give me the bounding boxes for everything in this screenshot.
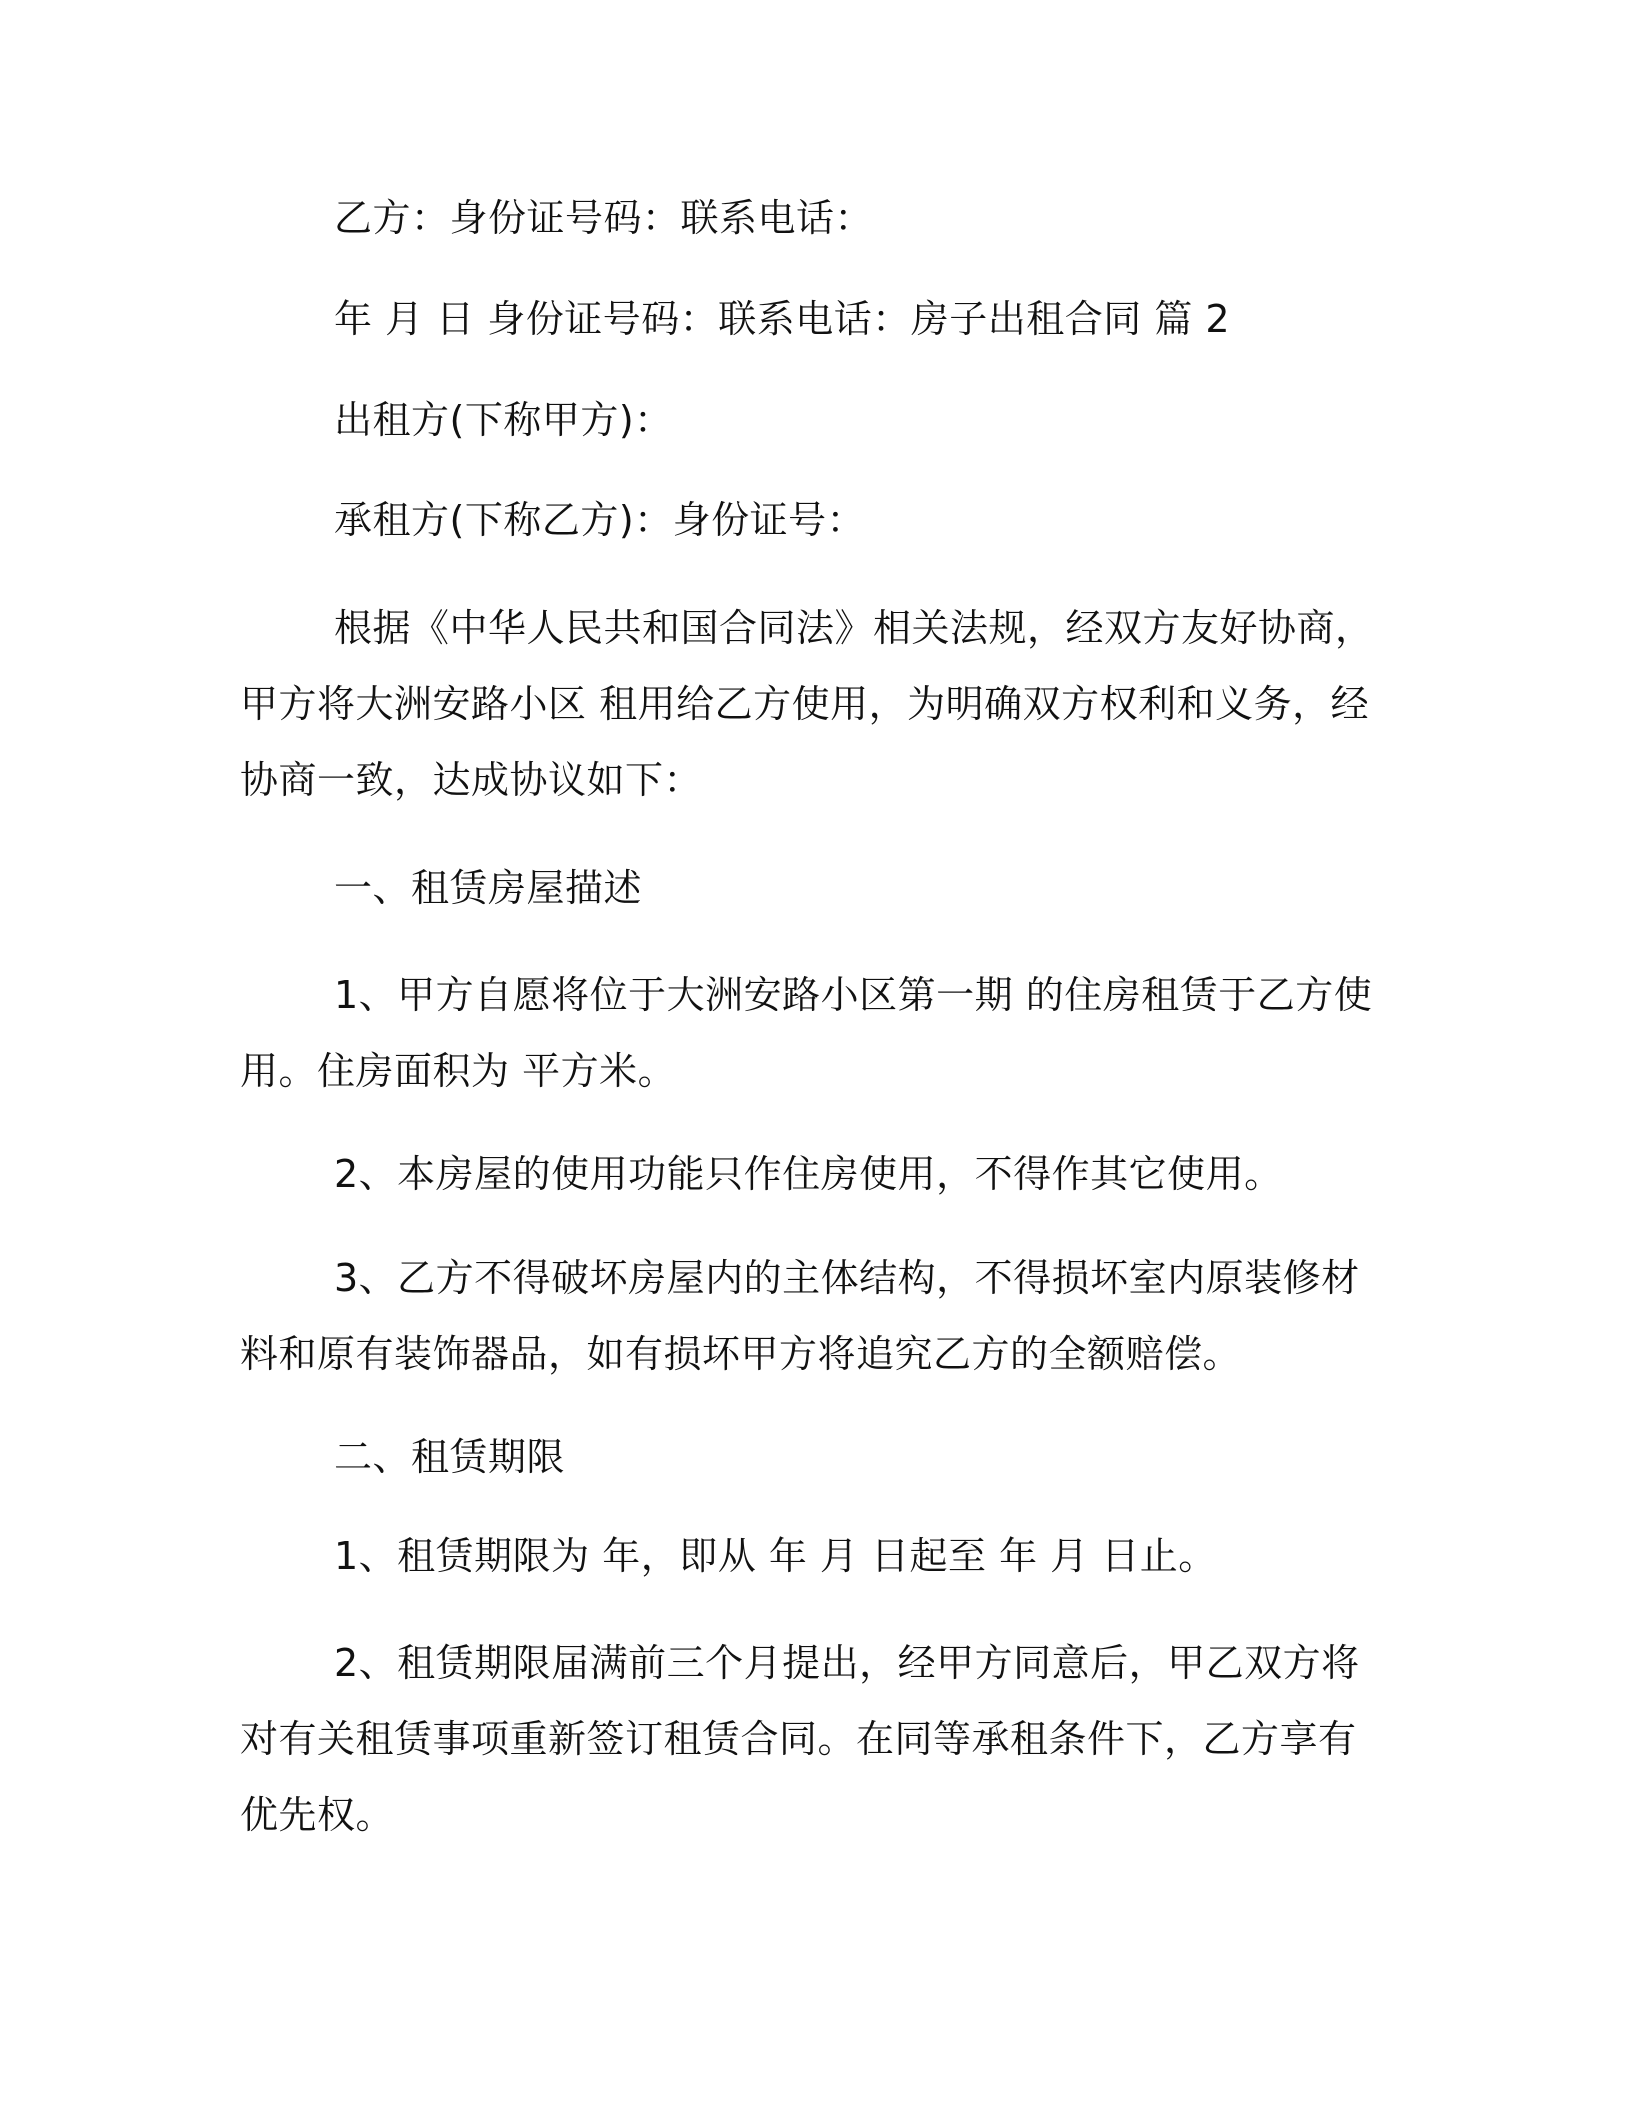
paragraph-date-id-phone-title: 年 月 日 身份证号码：联系电话：房子出租合同 篇 2 bbox=[334, 297, 1231, 341]
paragraph-lessee: 承租方(下称乙方)：身份证号： bbox=[334, 498, 866, 542]
paragraph-party-b-info: 乙方：身份证号码：联系电话： bbox=[334, 196, 874, 240]
clause-1-lease-period: 1、租赁期限为 年，即从 年 月 日起至 年 月 日止。 bbox=[334, 1534, 1217, 1578]
paragraph-agreement-basis: 根据《中华人民共和国合同法》相关法规，经双方友好协商，甲方将大洲安路小区 租用给乙方使用，为明确双方权利和义务，经协商一致，达成协议如下： bbox=[240, 606, 1374, 802]
clause-3-structure-damage: 3、乙方不得破坏房屋内的主体结构，不得损坏室内原装修材料和原有装饰器品，如有损坏甲方将追究乙方的全额赔偿。 bbox=[240, 1256, 1360, 1376]
clause-2-lease-renewal: 2、租赁期限届满前三个月提出，经甲方同意后，甲乙双方将对有关租赁事项重新签订租赁合同。在同等承租条件下，乙方享有优先权。 bbox=[240, 1641, 1360, 1837]
clause-2-house-use: 2、本房屋的使用功能只作住房使用，不得作其它使用。 bbox=[334, 1152, 1283, 1196]
paragraph-lessor: 出租方(下称甲方)： bbox=[334, 398, 673, 442]
clause-1-house-location: 1、甲方自愿将位于大洲安路小区第一期 的住房租赁于乙方使用。住房面积为 平方米。 bbox=[240, 973, 1373, 1093]
section-heading-house-description: 一、租赁房屋描述 bbox=[334, 866, 643, 910]
section-heading-lease-term: 二、租赁期限 bbox=[334, 1435, 566, 1479]
